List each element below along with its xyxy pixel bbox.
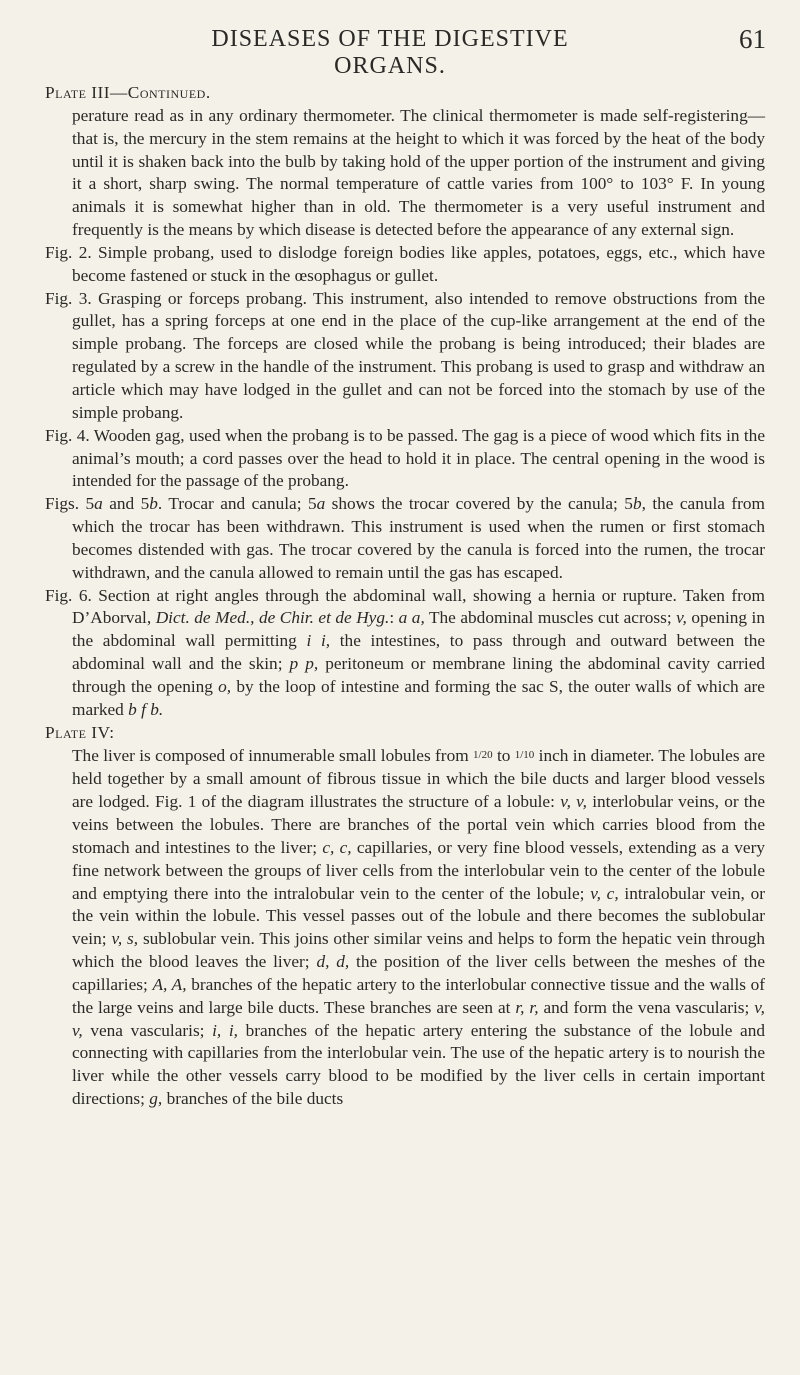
fig-4-description: Fig. 4. Wooden gag, used when the probang is to be passed. The gag is a piece of wood which fits in the animal’s mouth; a cord passes over the head to hold it in place. The central opening in the wood is intended for the passage of the probang.	[45, 425, 765, 491]
fig-6-description: Fig. 6. Section at right angles through the abdominal wall, showing a hernia or rupture. Taken from D’Aborval, Dict. de Med., de Chir. et de Hyg.: a a, The abdominal muscles cut across; v, opening in the abdominal wall permitting i i, the intestines, to pass through and outward between the abdominal wall and the skin; p p, peritoneum or membrane lining the abdominal cavity carried through the opening o, by the loop of intestine and forming the sac S, the outer walls of which are marked b f b.	[45, 585, 766, 719]
running-title: DISEASES OF THE DIGESTIVE ORGANS.	[211, 26, 569, 79]
plate-3-heading: Plate III—Continued.	[45, 83, 211, 102]
body-text	[45, 82, 765, 1111]
fig-2-description: Fig. 2. Simple probang, used to dislodge foreign bodies like apples, potatoes, eggs, etc., which have become fastened or stuck in the œsophagus or gullet.	[45, 242, 765, 285]
page-number: 61	[739, 24, 766, 54]
intro-paragraph: perature read as in any ordinary thermometer. The clinical thermometer is made self-registering—that is, the mercury in the stem remains at the height to which it was forced by the heat of the body until it is shaken back into the bulb by taking hold of the upper portion of the instrument and giving it a short, sharp swing. The normal temperature of cattle varies from 100° to 103° F. In young animals it is somewhat higher than in old. The thermometer is a very useful instrument and frequently is the means by which disease is detected before the appearance of any external sign.	[72, 105, 765, 240]
plate-4-heading: Plate IV:	[45, 722, 115, 742]
running-head	[0, 24, 800, 79]
fig-3-description: Fig. 3. Grasping or forceps probang. This instrument, also intended to remove obstructions from the gullet, has a spring forceps at one end in the place of the cup-like arrangement at the end of the simple probang. The forceps are closed while the probang is being introduced; their blades are regulated by a screw in the handle of the instrument. This probang is used to grasp and withdraw an article which may have lodged in the gullet and can not be forced into the stomach by use of the simple probang.	[45, 288, 765, 422]
fig-5-description: Figs. 5a and 5b. Trocar and canula; 5a shows the trocar covered by the canula; 5b, the canula from which the trocar has been withdrawn. This instrument is used when the rumen or first stomach becomes distended with gas. The trocar covered by the canula is forced into the rumen, the trocar withdrawn, and the canula allowed to remain until the gas has escaped.	[45, 494, 765, 582]
liver-paragraph: The liver is composed of innumerable small lobules from 1/20 to 1/10 inch in diameter. The lobules are held together by a small amount of fibrous tissue in which the bile ducts and larger blood vessels are lodged. Fig. 1 of the diagram illustrates the structure of a lobule: v, v, interlobular veins, or the veins between the lobules. There are branches of the portal vein which carries blood from the stomach and intestines to the liver; c, c, capillaries, or very fine blood vessels, extending as a very fine network between the groups of liver cells from the interlobular vein to the center of the lobule and emptying there into the intralobular vein to the center of the lobule; v, c, intralobular vein, or the vein within the lobule. This vessel passes out of the lobule and there becomes the sublobular vein; v, s, sublobular vein. This joins other similar veins and helps to form the hepatic vein through which the blood leaves the liver; d, d, the position of the liver cells between the meshes of the capillaries; A, A, branches of the hepatic artery to the interlobular connective tissue and the walls of the large veins and large bile ducts. These branches are seen at r, r, and form the vena vascularis; v, v, vena vascularis; i, i, branches of the hepatic artery entering the substance of the lobule and connecting with capillaries from the interlobular vein. The use of the hepatic artery is to nourish the liver while the other vessels carry blood to be modified by the liver cells in certain important directions; g, branches of the bile ducts	[72, 746, 766, 1109]
